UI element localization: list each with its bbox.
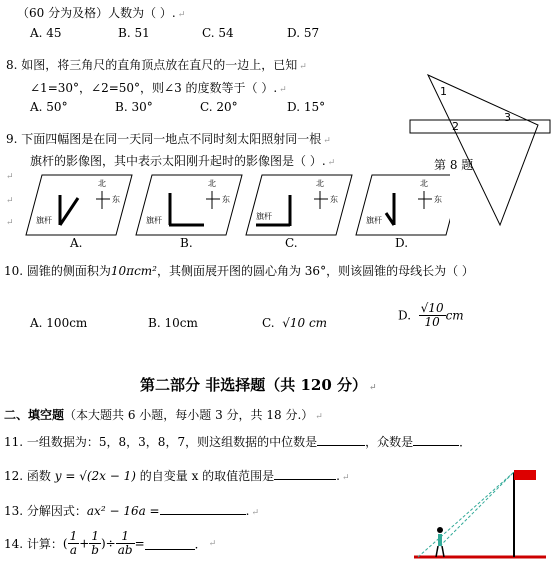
svg-text:东: 东 bbox=[434, 195, 442, 204]
q10-text: 10. 圆锥的侧面积为10πcm²，其侧面展开图的圆心角为 36°，则该圆锥的母线长为（ ） bbox=[4, 264, 474, 278]
q9-figures bbox=[20, 173, 450, 248]
q8-line1: 8. 如图，将三角尺的直角顶点放在直尺的一边上，已知 ↵ bbox=[6, 58, 307, 72]
svg-text:旗杆: 旗杆 bbox=[146, 216, 162, 225]
svg-text:东: 东 bbox=[222, 195, 230, 204]
q7-option-a: A. 45 bbox=[30, 26, 62, 40]
angle-3-label: 3 bbox=[504, 111, 511, 124]
svg-text:北: 北 bbox=[420, 179, 428, 188]
figure-d bbox=[356, 175, 450, 235]
angle-1-label: 1 bbox=[440, 85, 447, 98]
flag-icon bbox=[514, 470, 536, 480]
q11-blank-median[interactable] bbox=[317, 433, 365, 446]
q11-blank-mode[interactable] bbox=[413, 433, 459, 446]
svg-text:旗杆: 旗杆 bbox=[256, 212, 272, 221]
q9-option-d: D. bbox=[395, 236, 409, 250]
q10-option-a: A. 100cm bbox=[30, 316, 88, 330]
q7-text: （60 分为及格）人数为（ ）. ↵ bbox=[17, 6, 186, 20]
q9-option-c: C. bbox=[285, 236, 298, 250]
q8-option-b: B. 30° bbox=[115, 100, 153, 114]
q9-option-b: B. bbox=[180, 236, 193, 250]
svg-text:旗杆: 旗杆 bbox=[366, 216, 382, 225]
q7-option-b: B. 51 bbox=[118, 26, 150, 40]
svg-text:东: 东 bbox=[112, 195, 120, 204]
q13-text: 13. 分解因式：ax² − 16a = . ↵ bbox=[4, 504, 259, 518]
part2-title: 第二部分 非选择题（共 120 分） ↵ bbox=[140, 376, 377, 394]
figure-c bbox=[246, 175, 352, 235]
q7-option-d: D. 57 bbox=[287, 26, 320, 40]
q14-frac-1b: $\frac{1}{b}$ bbox=[91, 529, 99, 557]
q7-option-c: C. 54 bbox=[202, 26, 234, 40]
angle-2-label: 2 bbox=[452, 120, 459, 133]
q8-line2: ∠1=30°，∠2=50°，则∠3 的度数等于（ ）. ↵ bbox=[30, 81, 287, 95]
q9-line2: 旗杆的影像图，其中表示太阳刚升起时的影像图是（ ）. ↵ bbox=[30, 154, 336, 168]
sight-line bbox=[440, 472, 514, 546]
q12-text: 12. 函数 y = √(2x − 1) 的自变量 x 的取值范围是 . ↵ bbox=[4, 469, 350, 483]
q9-line1: 9. 下面四幅图是在同一天同一地点不同时刻太阳照射同一根 ↵ bbox=[6, 132, 331, 146]
q8-option-a: A. 50° bbox=[30, 100, 68, 114]
q14-text: 14. 计算：( $\frac{1}{a}$ + $\frac{1}{b}$ )÷ $\frac{1}{ab}$ = ． ↵ bbox=[4, 529, 217, 557]
q8-figure-caption: 第 8 题 bbox=[434, 158, 474, 172]
q12-blank[interactable] bbox=[274, 467, 336, 480]
q10-option-b: B. 10cm bbox=[148, 316, 198, 330]
q8-option-d: D. 15° bbox=[287, 100, 326, 114]
figure-a bbox=[26, 175, 132, 235]
shadow-line bbox=[418, 472, 514, 557]
q14-frac-1a: $\frac{1}{a}$ bbox=[69, 529, 78, 557]
straight-ruler bbox=[410, 120, 550, 133]
svg-text:旗杆: 旗杆 bbox=[36, 216, 52, 225]
q14-frac-1ab: $\frac{1}{ab}$ bbox=[117, 529, 133, 557]
q8-option-c: C. 20° bbox=[200, 100, 238, 114]
q11-text: 11. 一组数据为：5，8，3，8，7，则这组数据的中位数是 ，众数是 ． bbox=[4, 435, 472, 449]
person-icon bbox=[436, 527, 444, 557]
svg-text:东: 东 bbox=[330, 195, 338, 204]
q14-blank[interactable] bbox=[145, 537, 195, 550]
q13-blank[interactable] bbox=[160, 502, 246, 515]
svg-text:北: 北 bbox=[98, 179, 106, 188]
q10-option-d: D. $\frac{√10}{10}$ cm bbox=[398, 301, 464, 329]
flagpole-figure bbox=[410, 462, 552, 570]
section2-heading: 二、填空题（本大题共 6 小题，每小题 3 分，共 18 分.） ↵ bbox=[4, 408, 323, 422]
svg-text:北: 北 bbox=[208, 179, 216, 188]
figure-b bbox=[136, 175, 242, 235]
q10-option-c: C. √10 cm bbox=[262, 316, 328, 330]
q9-option-a: A. bbox=[70, 236, 83, 250]
svg-text:北: 北 bbox=[316, 179, 324, 188]
